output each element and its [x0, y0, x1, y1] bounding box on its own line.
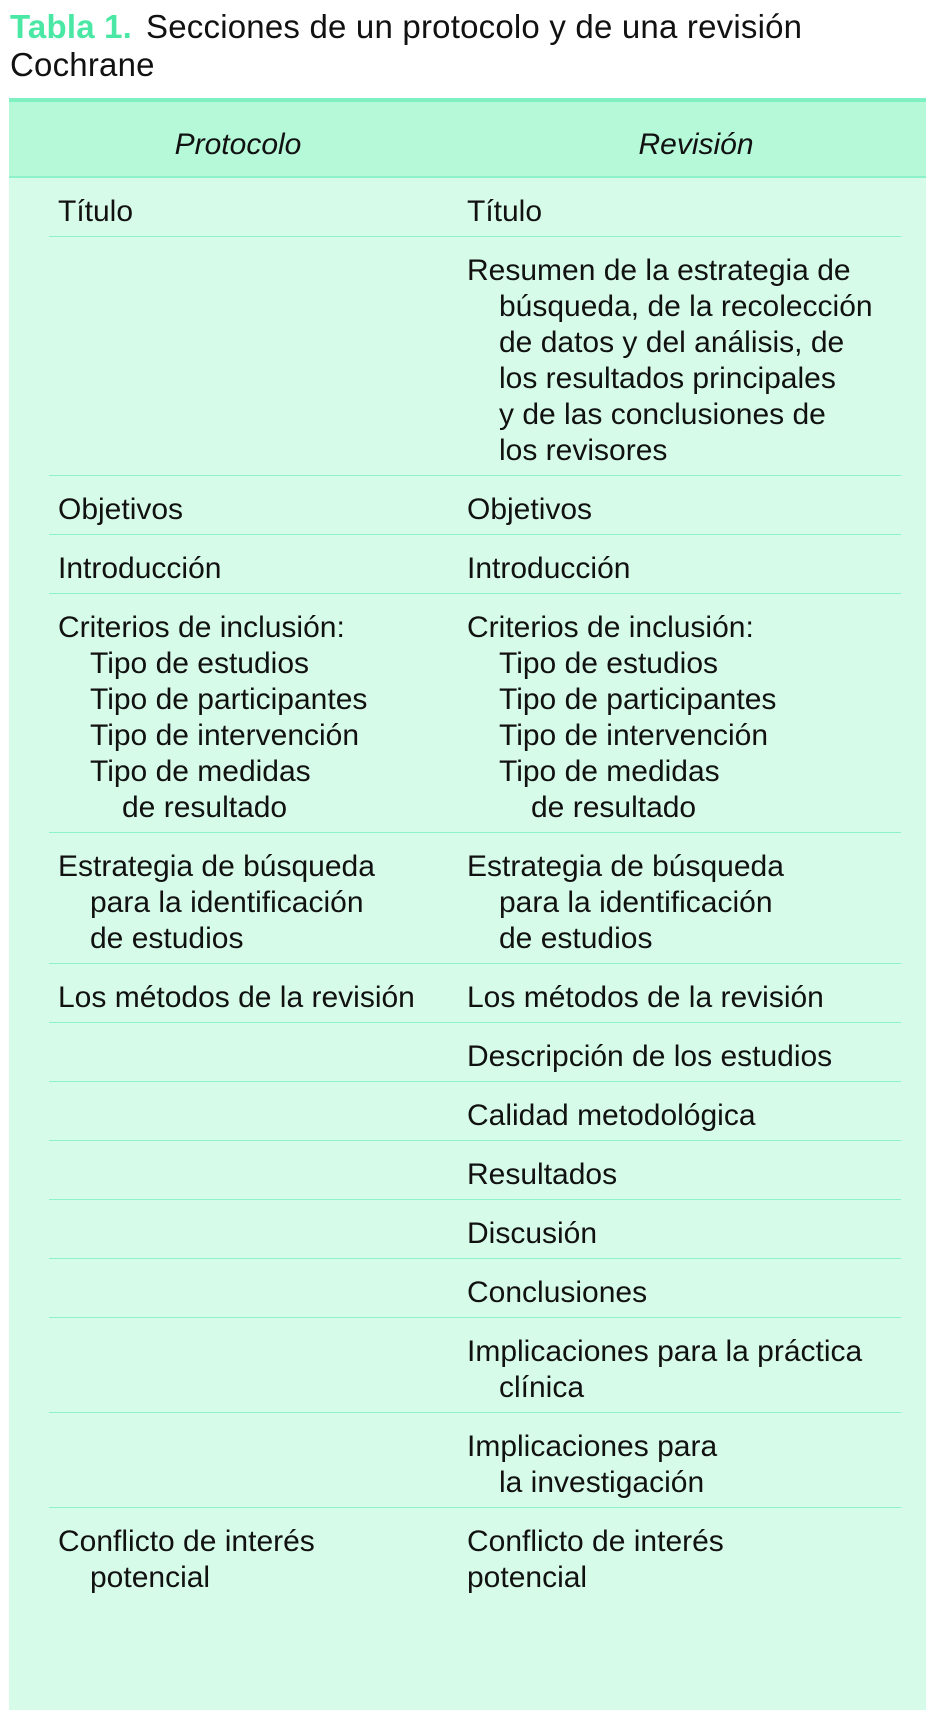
cell-text-line: Conflicto de interés: [58, 1525, 315, 1558]
table-row: [49, 1023, 901, 1082]
table-caption: [10, 8, 925, 84]
cell-text-line: Los métodos de la revisión: [58, 981, 415, 1014]
table-row: [49, 1508, 901, 1603]
cell-text-line: Tipo de intervención: [90, 719, 360, 752]
cell-text-line: Estrategia de búsqueda: [467, 850, 784, 883]
cell-text-line: Resultados: [467, 1158, 618, 1191]
cell-protocolo: [58, 1524, 458, 1596]
cell-text-line: Tipo de estudios: [90, 647, 310, 680]
cell-text-line: búsqueda, de la recolección: [499, 290, 873, 323]
cell-text-line: Objetivos: [58, 493, 184, 526]
cell-revision: [467, 1098, 901, 1134]
cell-text-line: Estrategia de búsqueda: [58, 850, 375, 883]
cell-text-line: Tipo de medidas: [499, 755, 720, 788]
table-body: [49, 178, 901, 1603]
cell-text-line: Implicaciones para la práctica: [467, 1335, 863, 1368]
cell-revision: [467, 194, 901, 230]
cell-protocolo: [58, 849, 458, 957]
cell-text-line: Objetivos: [467, 493, 593, 526]
cell-text-line: Conclusiones: [467, 1276, 648, 1309]
cell-text-line: los revisores: [499, 434, 668, 467]
cell-text-line: clínica: [499, 1371, 585, 1404]
table-title: Secciones de un protocolo y de una revisión Cochrane: [10, 8, 803, 83]
cell-text-line: Introducción: [58, 552, 222, 585]
cell-protocolo: [58, 492, 458, 528]
table-row: [49, 1141, 901, 1200]
cell-text-line: Tipo de participantes: [90, 683, 368, 716]
cell-text-line: Calidad metodológica: [467, 1099, 756, 1132]
cell-text-line: Implicaciones para: [467, 1430, 718, 1463]
cell-protocolo: [58, 194, 458, 230]
table-row: [49, 178, 901, 237]
cell-text-line: Descripción de los estudios: [467, 1040, 833, 1073]
header-revision: Revisión: [638, 128, 754, 161]
cell-text-line: de datos y del análisis, de: [499, 326, 845, 359]
cell-text-line: de estudios: [90, 922, 244, 955]
table-header: [9, 102, 926, 178]
cell-protocolo: [58, 980, 458, 1016]
cell-revision: [467, 492, 901, 528]
cell-text-line: Discusión: [467, 1217, 598, 1250]
header-protocolo: Protocolo: [174, 128, 302, 161]
cell-text-line: de estudios: [499, 922, 653, 955]
cell-text-line: Tipo de participantes: [499, 683, 777, 716]
cell-revision: [467, 980, 901, 1016]
cell-text-line: los resultados principales: [499, 362, 836, 395]
cell-text-line: de resultado: [531, 791, 697, 824]
table-row: [49, 1413, 901, 1508]
sections-table: [9, 98, 926, 1710]
cell-protocolo: [58, 610, 458, 826]
cell-text-line: la investigación: [499, 1466, 705, 1499]
cell-revision: [467, 849, 901, 957]
table-row: [49, 833, 901, 964]
cell-revision: [467, 1275, 901, 1311]
cell-text-line: de resultado: [122, 791, 288, 824]
table-number: Tabla 1.: [10, 8, 133, 45]
cell-revision: [467, 1524, 901, 1596]
cell-revision: [467, 253, 901, 469]
cell-text-line: Título: [467, 195, 543, 228]
table-row: [49, 964, 901, 1023]
cell-text-line: y de las conclusiones de: [499, 398, 826, 431]
cell-revision: [467, 1216, 901, 1252]
cell-text-line: Los métodos de la revisión: [467, 981, 824, 1014]
cell-text-line: Resumen de la estrategia de: [467, 254, 851, 287]
cell-text-line: Tipo de estudios: [499, 647, 719, 680]
cell-text-line: Tipo de intervención: [499, 719, 769, 752]
table-row: [49, 476, 901, 535]
table-row: [49, 594, 901, 833]
table-row: [49, 1318, 901, 1413]
cell-revision: [467, 1334, 901, 1406]
cell-text-line: Criterios de inclusión:: [467, 611, 754, 644]
cell-text-line: Criterios de inclusión:: [58, 611, 345, 644]
cell-revision: [467, 1157, 901, 1193]
cell-revision: [467, 1429, 901, 1501]
table-row: [49, 1259, 901, 1318]
cell-revision: [467, 1039, 901, 1075]
cell-text-line: Conflicto de interés: [467, 1525, 724, 1558]
cell-text-line: para la identificación: [499, 886, 773, 919]
cell-revision: [467, 551, 901, 587]
cell-text-line: para la identificación: [90, 886, 364, 919]
cell-text-line: Tipo de medidas: [90, 755, 311, 788]
cell-protocolo: [58, 551, 458, 587]
cell-revision: [467, 610, 901, 826]
cell-text-line: Introducción: [467, 552, 631, 585]
table-row: [49, 1082, 901, 1141]
cell-text-line: Título: [58, 195, 134, 228]
table-row: [49, 535, 901, 594]
table-row: [49, 1200, 901, 1259]
table-row: [49, 237, 901, 476]
cell-text-line: potencial: [90, 1561, 211, 1594]
cell-text-line: potencial: [467, 1561, 588, 1594]
